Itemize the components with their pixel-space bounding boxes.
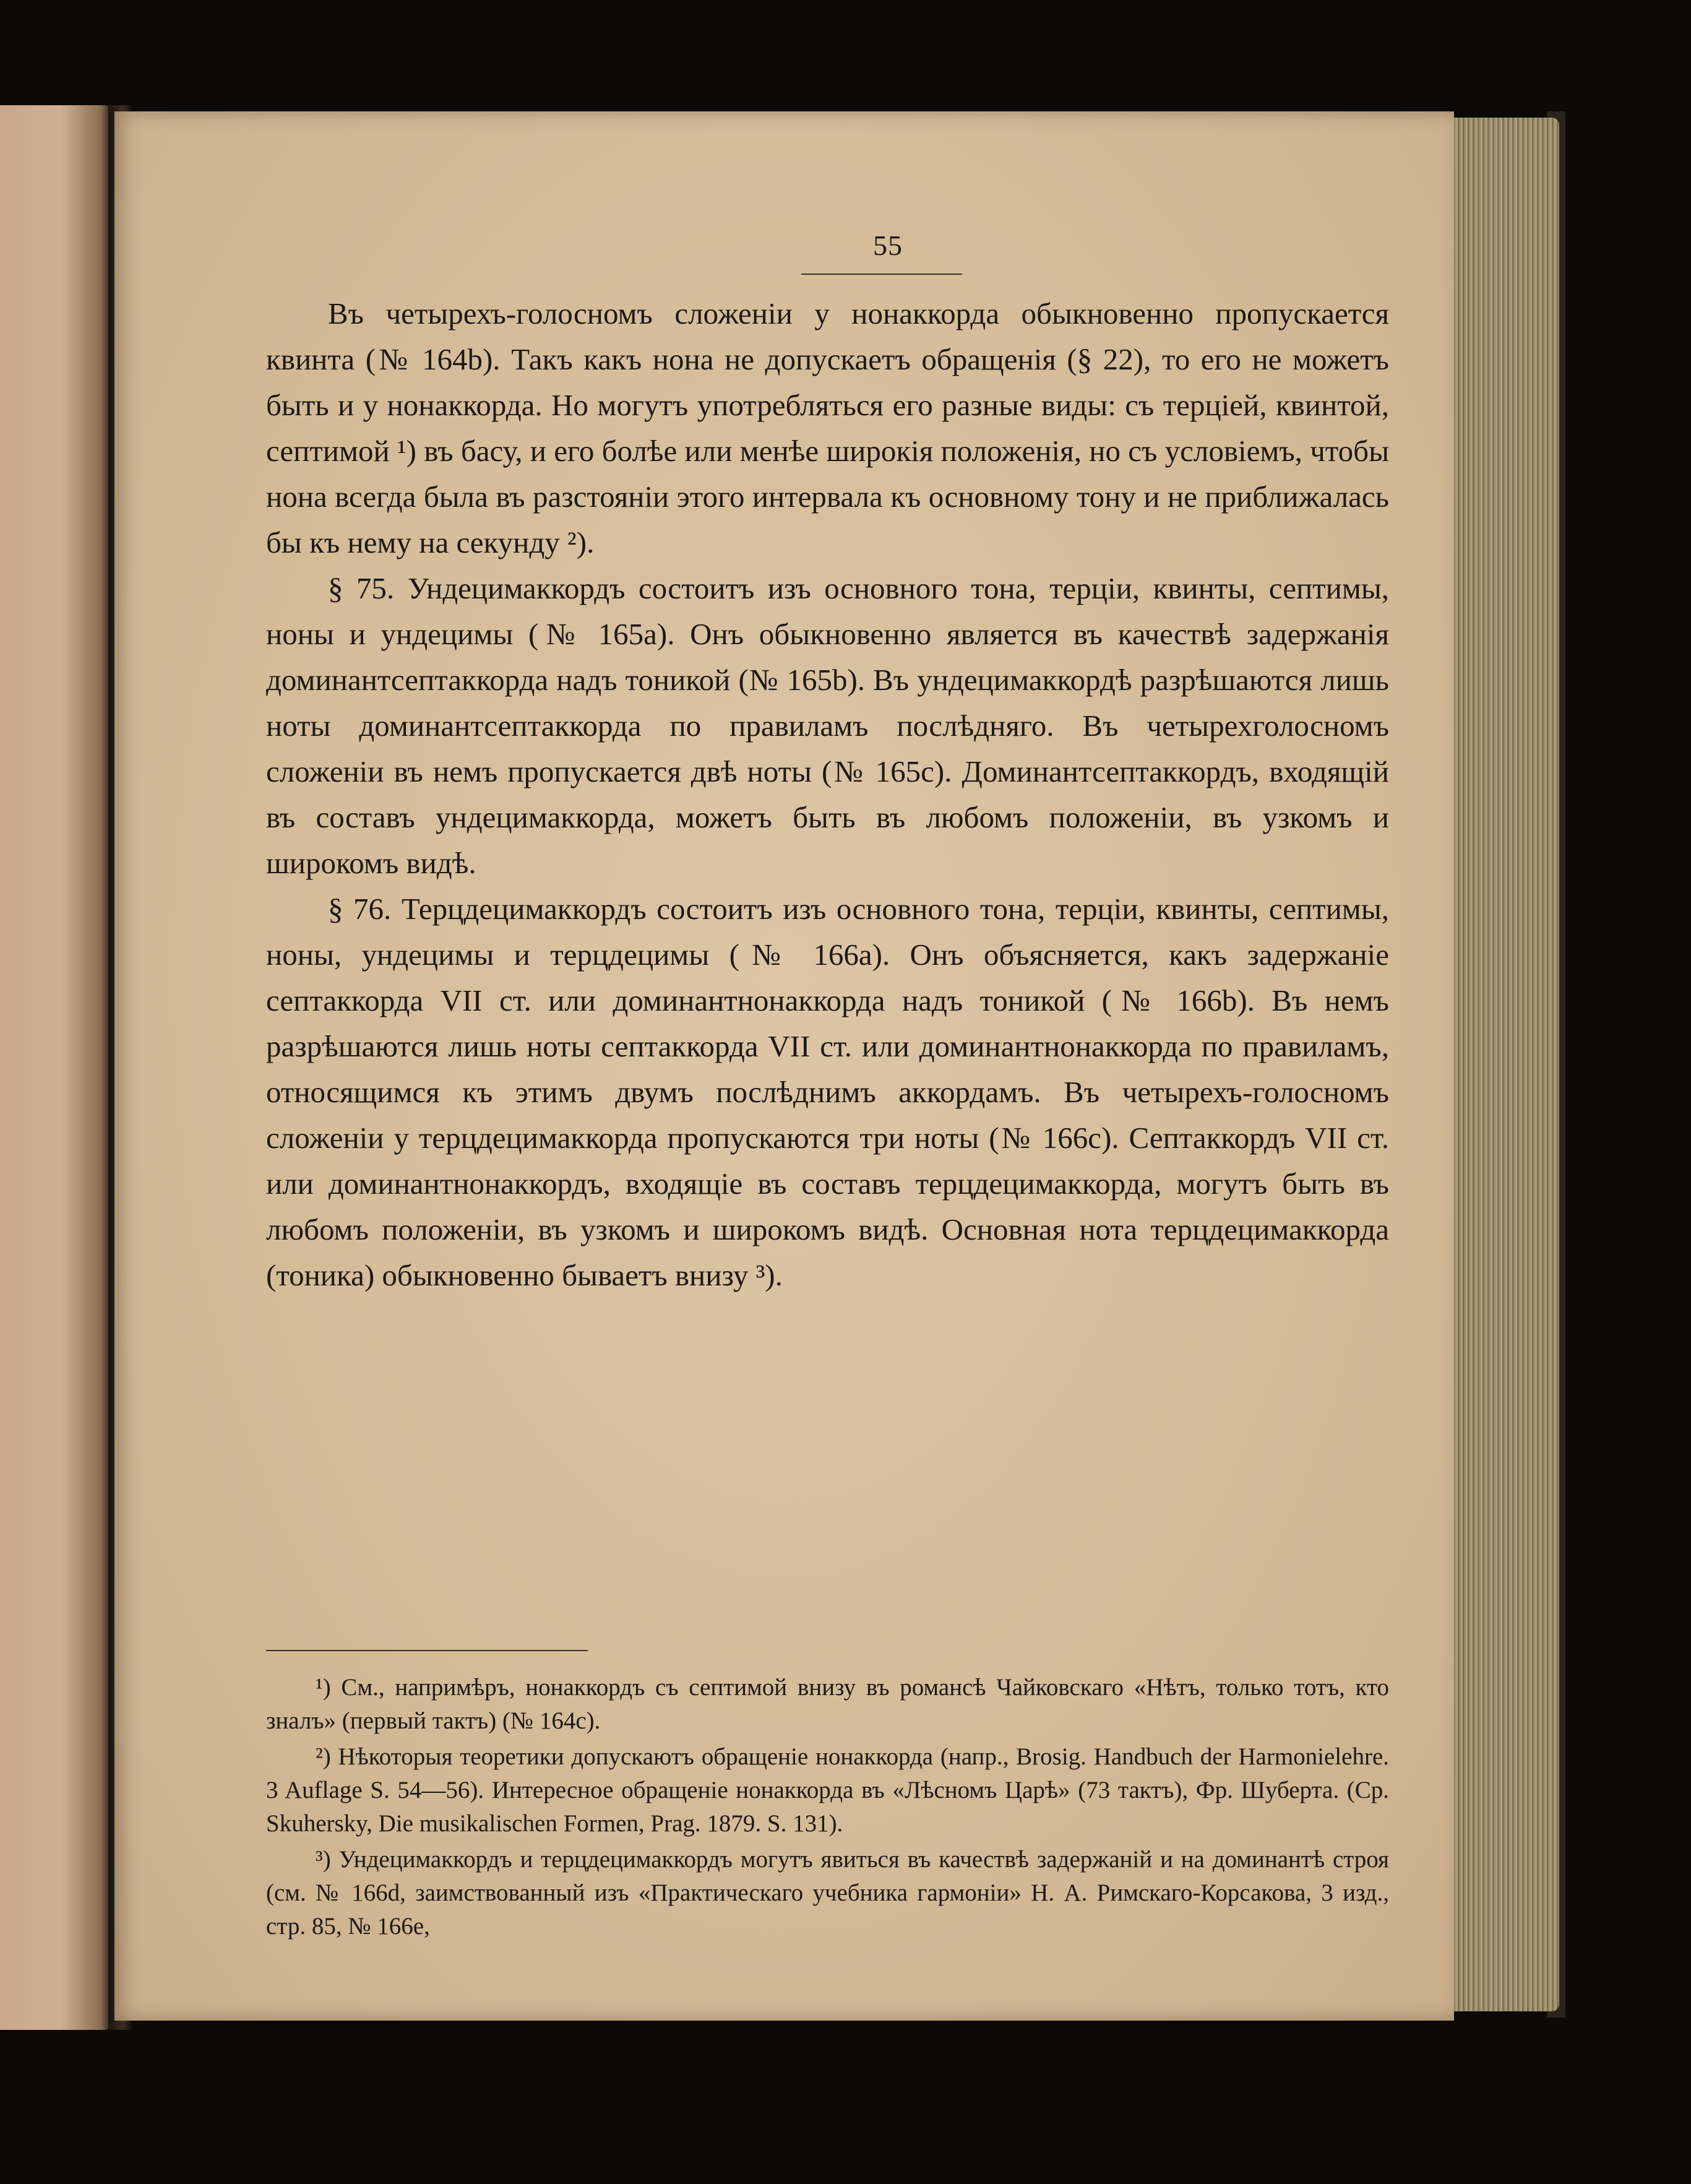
footnote-2: ²) Нѣкоторыя теоретики допускаютъ обращеніе нонаккорда (напр., Brosig. Handbuch der Harmonielehre. 3 Auflage S. 54—56). Интересное обращеніе нонаккорда въ «Лѣсномъ Царѣ» (73 тактъ), Фр. Шуберта. (Cp. Skuhersky, Die musikalischen Formen, Prag. 1879. S. 131). [266,1743,1389,1837]
footnote-3: ³) Ундецимаккордъ и терцдецимаккордъ могутъ явиться въ качествѣ задержаній и на доминантѣ строя (см. № 166d, заимствованный изъ «Практическаго учебника гармоніи» Н. А. Римскаго-Корсакова, 3 изд., стр. 85, № 166e, [266,1846,1389,1940]
footnotes [266,1671,1389,1946]
footnote-rule [266,1650,588,1651]
paragraph-nonaccord: Въ четырехъ-голосномъ сложеніи у нонаккорда обыкновенно пропускается квинта (№ 164b). Такъ какъ нона не допускаетъ обращенія (§ 22), то его не можетъ быть и у нонаккорда. Но могутъ употребляться его разные виды: съ терціей, квинтой, септимой ¹) въ басу, и его болѣе или менѣе широкія положенія, но съ условіемъ, чтобы нона всегда была въ разстояніи этого интервала къ основному тону и не приближалась бы къ нему на секунду ²). [266,296,1389,559]
page-edges [1435,118,1559,2011]
footnote-1: ¹) См., напримѣръ, нонаккордъ съ септимой внизу въ романсѣ Чайковскаго «Нѣтъ, только тотъ, кто зналъ» (первый тактъ) (№ 164c). [266,1674,1389,1734]
paragraph-section-76: § 76. Терцдецимаккордъ состоитъ изъ основного тона, терціи, квинты, септимы, ноны, ундецимы и терцдецимы (№ 166a). Онъ объясняется, какъ задержаніе септаккорда VII ст. или доминантнонаккорда надъ тоникой (№ 166b). Въ немъ разрѣшаются лишь ноты септаккорда VII ст. или доминантнонаккорда по правиламъ, относящимся къ этимъ двумъ послѣднимъ аккордамъ. Въ четырехъ-голосномъ сложеніи у терцдецимаккорда пропускаются три ноты (№ 166c). Септаккордъ VII ст. или доминантнонаккордъ, входящіе въ составъ терцдецимаккорда, могутъ быть въ любомъ положеніи, въ узкомъ и широкомъ видѣ. Основная нота терцдецимаккорда (тоника) обыкновенно бываетъ внизу ³). [266,892,1389,1292]
paragraph-section-75: § 75. Ундецимаккордъ состоитъ изъ основного тона, терціи, квинты, септимы, ноны и ундецимы (№ 165a). Онъ обыкновенно является въ качествѣ задержанія доминантсептаккорда надъ тоникой (№ 165b). Въ ундецимаккордѣ разрѣшаются лишь ноты доминантсептаккорда по правиламъ послѣдняго. Въ четырехголосномъ сложеніи въ немъ пропускается двѣ ноты (№ 165c). Доминантсептаккордъ, входящій въ составъ ундецимаккорда, можетъ быть въ любомъ положеніи, въ узкомъ и широкомъ видѣ. [266,571,1389,880]
book-page [114,111,1454,2021]
facing-page-left [0,105,111,2030]
body-text [266,291,1389,1298]
page-number: 55 [873,230,903,261]
header-rule [801,274,962,275]
